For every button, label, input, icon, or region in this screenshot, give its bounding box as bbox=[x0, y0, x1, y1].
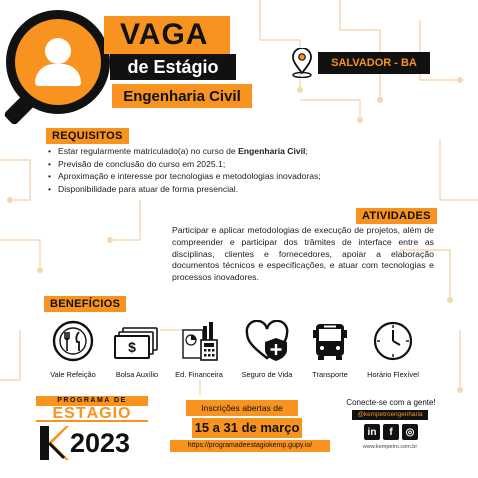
fork-knife-plate-icon bbox=[49, 320, 97, 362]
inscricoes-dates: 15 a 31 de março bbox=[192, 418, 302, 438]
list-item: • Estar regularmente matriculado(a) no curso de Engenharia Civil; bbox=[48, 145, 448, 158]
course-label: Engenharia Civil bbox=[112, 84, 252, 108]
programa-estagio-label: ESTÁGIO bbox=[36, 406, 148, 422]
benefit-vale-refeicao bbox=[40, 320, 106, 379]
inscricoes-label: Inscrições abertas de bbox=[186, 400, 298, 416]
program-year: 2023 bbox=[70, 428, 131, 458]
user-avatar-icon bbox=[45, 38, 71, 64]
vaga-title: VAGA bbox=[104, 16, 230, 54]
heart-shield-icon bbox=[243, 320, 291, 362]
benefit-horario-flexivel bbox=[360, 320, 426, 379]
atividades-heading: ATIVIDADES bbox=[356, 208, 437, 224]
benefit-label: Transporte bbox=[312, 370, 348, 379]
benefit-label: Horário Flexível bbox=[367, 370, 419, 379]
social-handle[interactable]: @kempetroengenharia bbox=[352, 410, 428, 420]
location-label: SALVADOR - BA bbox=[318, 52, 430, 74]
facebook-icon[interactable]: f bbox=[383, 424, 399, 440]
k-logo-icon bbox=[38, 424, 70, 462]
svg-text:$: $ bbox=[128, 339, 136, 355]
location-pin-icon bbox=[290, 48, 314, 78]
benefit-ed-financeira bbox=[166, 320, 232, 379]
benefit-label: Seguro de Vida bbox=[241, 370, 293, 379]
estagio-subtitle: de Estágio bbox=[110, 54, 236, 80]
benefit-label: Vale Refeição bbox=[50, 370, 96, 379]
bus-icon bbox=[306, 320, 354, 362]
benefit-label: Ed. Financeira bbox=[175, 370, 223, 379]
money-bills-icon bbox=[113, 320, 161, 362]
list-item: • Aproximação e interesse por tecnologias e metodologias inovadoras; bbox=[48, 170, 448, 183]
benefit-seguro-de-vida bbox=[234, 320, 300, 379]
benefit-label: Bolsa Auxílio bbox=[115, 370, 159, 379]
requisitos-heading: REQUISITOS bbox=[46, 128, 129, 144]
connect-label: Conecte-se com a gente! bbox=[346, 398, 436, 407]
benefit-bolsa-auxilio bbox=[104, 320, 170, 379]
social-icons bbox=[364, 424, 418, 440]
user-avatar-body bbox=[35, 64, 81, 86]
atividades-text: Participar e aplicar metodologias de execução de projetos, além de compreender e participar dos trâmites de interface entre as disciplinas, clientes e fornecedores, apoiar a elaboração documentos técnicos e especificações, e atuar com tecnologias e processos inovadores. bbox=[172, 225, 434, 283]
linkedin-icon[interactable]: in bbox=[364, 424, 380, 440]
calculator-chart-icon bbox=[175, 320, 223, 362]
clock-icon bbox=[369, 320, 417, 362]
application-link[interactable]: https://programadeestagiokemp.gupy.io/ bbox=[170, 440, 330, 452]
beneficios-heading: BENEFÍCIOS bbox=[44, 296, 126, 312]
list-item: • Previsão de conclusão do curso em 2025.1; bbox=[48, 158, 448, 171]
website-link[interactable]: www.kempetro.com.br bbox=[362, 444, 418, 450]
benefit-transporte bbox=[297, 320, 363, 379]
list-item: • Disponibilidade para atuar de forma presencial. bbox=[48, 183, 448, 196]
programa-de-label: PROGRAMA DE bbox=[36, 396, 148, 406]
instagram-icon[interactable]: ◎ bbox=[402, 424, 418, 440]
requisitos-list bbox=[48, 145, 448, 195]
